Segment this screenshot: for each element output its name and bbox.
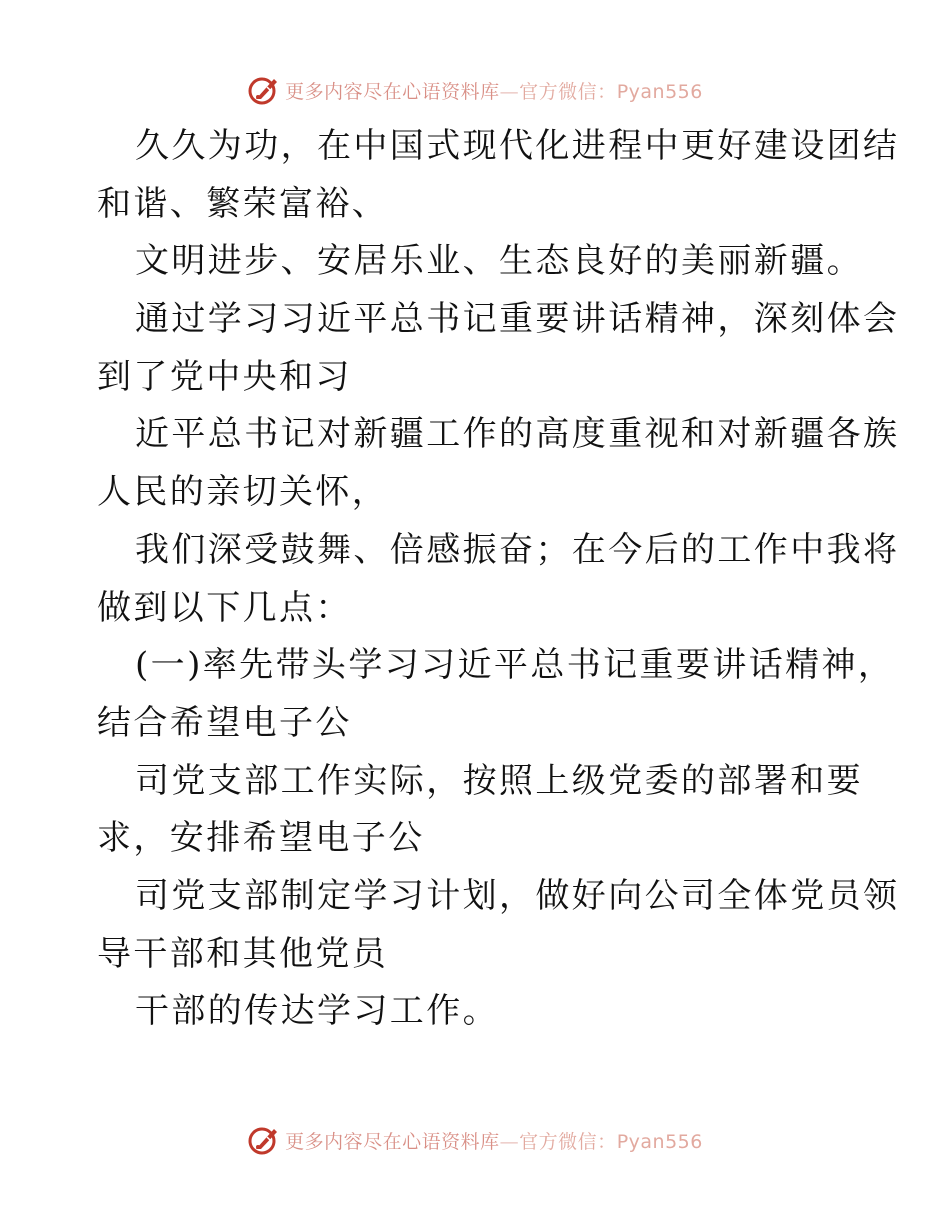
watermark-separator: —: [499, 1130, 520, 1153]
text-line: 人民的亲切关怀，: [97, 472, 389, 513]
text-line: 文明进步、安居乐业、生态良好的美丽新疆。: [135, 241, 863, 282]
text-line: 到了党中央和习: [97, 356, 352, 397]
text-line: 和谐、繁荣富裕、: [97, 183, 389, 224]
text-line: (一)率先带头学习习近平总书记重要讲话精神，: [135, 645, 895, 686]
watermark-header: [0, 70, 950, 110]
watermark-text: [285, 1127, 703, 1154]
watermark-brand: 更多内容尽在心语资料库: [285, 80, 500, 103]
watermark-text: [285, 77, 703, 104]
watermark-wechat-id: Pyan556: [616, 1130, 703, 1153]
quill-logo-icon: [247, 73, 281, 107]
watermark-wechat-label: 官方微信：: [519, 1130, 617, 1153]
text-line: 求，安排希望电子公: [97, 818, 425, 859]
watermark-separator: —: [499, 80, 520, 103]
text-line: 司党支部工作实际，按照上级党委的部署和要: [135, 760, 863, 801]
text-line: 久久为功，在中国式现代化进程中更好建设团结: [135, 126, 900, 166]
text-line: 结合希望电子公: [97, 702, 352, 743]
watermark-footer: [0, 1120, 950, 1160]
text-line: 干部的传达学习工作。: [135, 991, 499, 1032]
text-line: 通过学习习近平总书记重要讲话精神，深刻体会: [135, 299, 900, 340]
quill-logo-icon: [247, 1123, 281, 1157]
text-line: 近平总书记对新疆工作的高度重视和对新疆各族: [135, 414, 900, 455]
watermark-brand: 更多内容尽在心语资料库: [285, 1130, 500, 1153]
text-line: 导干部和其他党员: [97, 933, 389, 974]
text-line: 做到以下几点：: [97, 587, 352, 628]
watermark-wechat-label: 官方微信：: [519, 80, 617, 103]
text-line: 我们深受鼓舞、倍感振奋；在今后的工作中我将: [135, 529, 900, 570]
text-line: 司党支部制定学习计划，做好向公司全体党员领: [135, 875, 900, 916]
document-body: [97, 118, 900, 1041]
watermark-wechat-id: Pyan556: [616, 80, 703, 103]
